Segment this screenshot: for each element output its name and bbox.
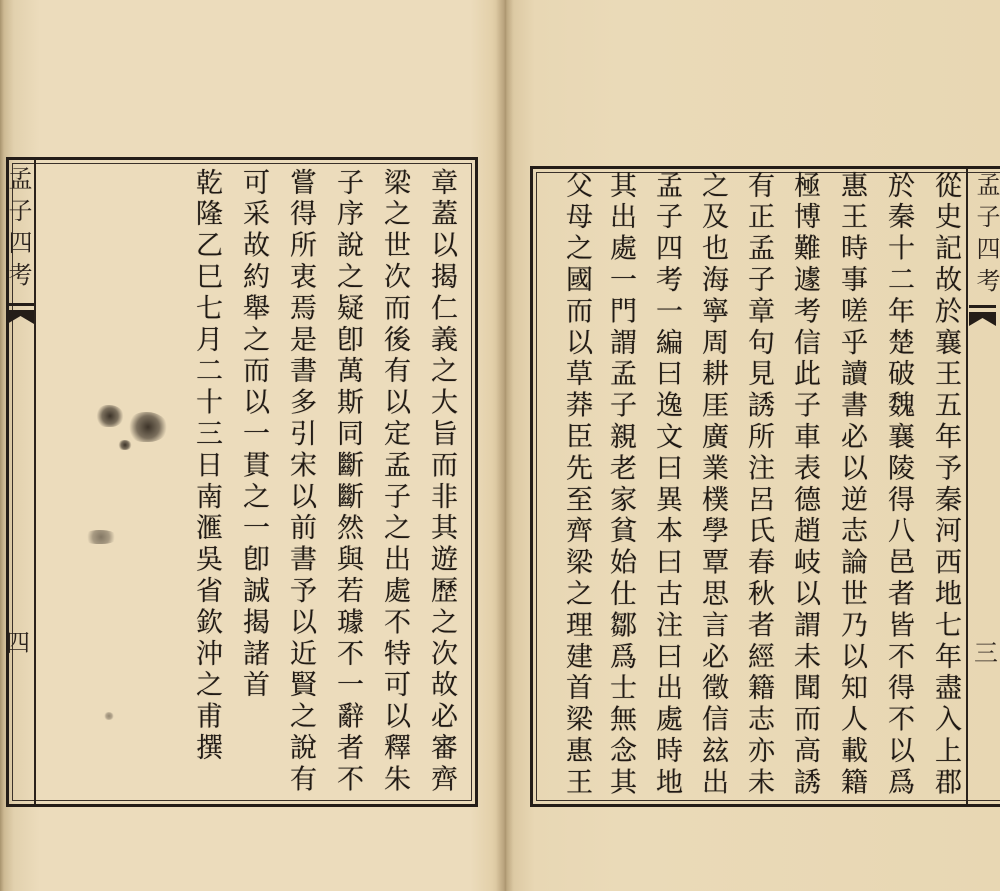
text-column-right-7: 孟子四考一編曰逸文曰異本曰古注曰出處時地 — [651, 171, 682, 799]
text-column-right-3: 惠王時事嗟乎讀書必以逆志論世乃以知人載籍 — [836, 171, 867, 799]
right-margin-book-title: 孟子四考 — [972, 172, 1000, 300]
left-margin-band-rule — [34, 160, 36, 804]
text-column-right-5: 有正孟子章句見誘所注呂氏春秋者經籍志亦未 — [743, 171, 774, 799]
text-column-right-6: 之及也海寧周耕厓廣業樸學覃思言必徵信玆出 — [697, 171, 728, 799]
text-column-right-1: 從史記故於襄王五年予秦河西地七年盡入上郡 — [930, 171, 961, 799]
ink-stain — [128, 412, 168, 442]
right-margin-band-rule — [966, 169, 968, 804]
text-column-left-1: 章蓋以揭仁義之大旨而非其遊歷之次故必審齊 — [426, 168, 457, 796]
left-margin-book-title: 孟子四考 — [4, 166, 32, 294]
right-page-number: 三 — [974, 639, 998, 667]
text-column-left-6-colophon: 乾隆乙巳七月二十三日南滙吳省欽沖之甫撰 — [191, 168, 222, 765]
right-page — [505, 0, 1000, 891]
left-page-number: 四 — [6, 629, 30, 657]
text-column-right-4: 極博難遽考信此子車表德趙岐以謂未聞而高誘 — [789, 171, 820, 799]
left-fishtail-ornament — [7, 302, 34, 330]
text-column-right-8: 其出處一門謂孟子親老家貧始仕鄒爲士無念其 — [605, 171, 636, 799]
text-column-right-9: 父母之國而以草莽臣先至齊梁之理建首梁惠王 — [561, 171, 592, 799]
ink-stain — [96, 405, 124, 427]
right-fishtail-ornament — [969, 304, 996, 332]
text-column-left-2: 梁之世次而後有以定孟子之出處不特可以釋朱 — [379, 168, 410, 796]
text-column-left-3: 子序說之疑卽萬斯同斷斷然與若璩不一辭者不 — [332, 168, 363, 796]
text-column-left-5: 可采故約舉之而以一貫之一卽誠揭諸首 — [238, 168, 269, 702]
text-column-left-4: 嘗得所衷焉是書多引宋以前書予以近賢之說有 — [285, 168, 316, 796]
text-column-right-2: 於秦十二年楚破魏襄陵得八邑者皆不得不以爲 — [883, 171, 914, 799]
book-spine-fold — [496, 0, 514, 891]
ink-stain — [118, 440, 132, 450]
ink-stain — [84, 530, 118, 544]
ink-stain — [104, 712, 114, 720]
